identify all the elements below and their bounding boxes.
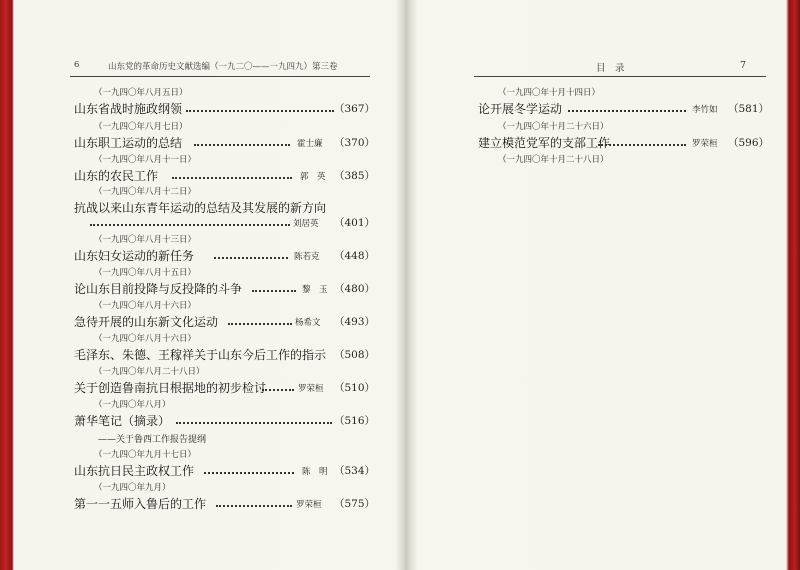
entry-title: 关于创造鲁南抗日根据地的初步检讨 <box>74 381 267 395</box>
entry-date: （一九四〇年八月） <box>94 400 171 410</box>
entry-page: （510） <box>334 382 376 394</box>
right-page-number: 7 <box>740 60 747 71</box>
dot-leader <box>194 144 290 146</box>
entry-page: （575） <box>334 498 376 510</box>
entry-author: 罗荣桓 <box>692 139 718 149</box>
entry-date: （一九四〇年八月十二日） <box>94 187 197 197</box>
dot-leader <box>262 389 294 391</box>
entry-author: 黎 玉 <box>302 285 328 295</box>
entry-page: （534） <box>334 465 376 477</box>
entry-page: （493） <box>334 316 376 328</box>
left-page-number: 6 <box>74 60 80 70</box>
entry-title: 山东妇女运动的新任务 <box>74 249 195 263</box>
entry-author: 李竹如 <box>692 105 718 115</box>
entry-page: （516） <box>334 415 376 427</box>
dot-leader <box>186 110 334 112</box>
entry-date: （一九四〇年八月十三日） <box>94 235 197 245</box>
entry-date: （一九四〇年八月十六日） <box>94 334 197 344</box>
entry-author: 杨希文 <box>295 318 321 328</box>
header-rule <box>474 76 766 77</box>
entry-author: 刘居英 <box>293 219 319 229</box>
header-rule <box>70 76 370 77</box>
entry-page: （448） <box>334 250 376 262</box>
entry-date: （一九四〇年八月七日） <box>94 122 188 132</box>
entry-page: （596） <box>728 137 770 149</box>
entry-date: （一九四〇年十月二十六日） <box>498 122 609 132</box>
entry-date: （一九四〇年八月十六日） <box>94 301 197 311</box>
dot-leader <box>598 144 686 146</box>
entry-author: 霍士廉 <box>297 139 323 149</box>
dot-leader <box>90 224 290 226</box>
entry-title: 第一一五师入鲁后的工作 <box>74 497 207 511</box>
dot-leader <box>252 290 296 292</box>
entry-title: 毛泽东、朱德、王稼祥关于山东今后工作的指示 <box>74 348 327 362</box>
entry-date: （一九四〇年八月十一日） <box>94 155 197 165</box>
entry-page: （480） <box>334 283 376 295</box>
entry-date: （一九四〇年八月五日） <box>94 88 188 98</box>
entry-title: 论山东目前投降与反投降的斗争 <box>74 282 243 296</box>
left-running-head: 山东党的革命历史文献选编（一九二〇——一九四九）第三卷 <box>108 62 338 72</box>
dot-leader <box>214 257 288 259</box>
entry-page: （370） <box>334 137 376 149</box>
entry-date: （一九四〇年九月） <box>94 483 171 493</box>
entry-title: 萧华笔记（摘录） <box>74 414 171 428</box>
entry-page: （508） <box>334 349 376 361</box>
entry-author: 罗荣桓 <box>298 384 324 394</box>
entry-title: 山东抗日民主政权工作 <box>74 464 195 478</box>
entry-title: 山东的农民工作 <box>74 169 159 183</box>
entry-page: （401） <box>334 217 376 229</box>
entry-title: 论开展冬学运动 <box>478 102 563 116</box>
dot-leader <box>172 177 292 179</box>
entry-title: 山东职工运动的总结 <box>74 136 183 150</box>
entry-subtitle: ——关于鲁西工作报告提纲 <box>98 435 207 445</box>
entry-title: 建立模范党军的支部工作 <box>478 136 611 150</box>
entry-author: 陈 明 <box>302 467 328 477</box>
dot-leader <box>204 472 294 474</box>
entry-date: （一九四〇年八月二十八日） <box>94 367 205 377</box>
right-running-head: 目 录 <box>596 63 625 74</box>
left-page <box>14 0 402 570</box>
entry-author: 郭 英 <box>300 172 326 182</box>
entry-title: 抗战以来山东青年运动的总结及其发展的新方向 <box>74 201 327 215</box>
dot-leader <box>228 323 292 325</box>
entry-title: 山东省战时施政纲领 <box>74 102 183 116</box>
entry-author: 陈若克 <box>294 252 320 262</box>
entry-date: （一九四〇年九月十七日） <box>94 450 197 460</box>
dot-leader <box>176 422 332 424</box>
right-page <box>408 0 786 570</box>
entry-date: （一九四〇年八月十五日） <box>94 268 197 278</box>
entry-page: （385） <box>334 170 376 182</box>
dot-leader <box>568 110 686 112</box>
entry-title: 急待开展的山东新文化运动 <box>74 315 219 329</box>
dot-leader <box>216 505 292 507</box>
entry-page: （581） <box>728 103 770 115</box>
entry-date: （一九四〇年十月十四日） <box>498 88 601 98</box>
entry-author: 罗荣桓 <box>296 500 322 510</box>
entry-page: （367） <box>334 103 376 115</box>
entry-date: （一九四〇年十月二十八日） <box>498 155 609 165</box>
